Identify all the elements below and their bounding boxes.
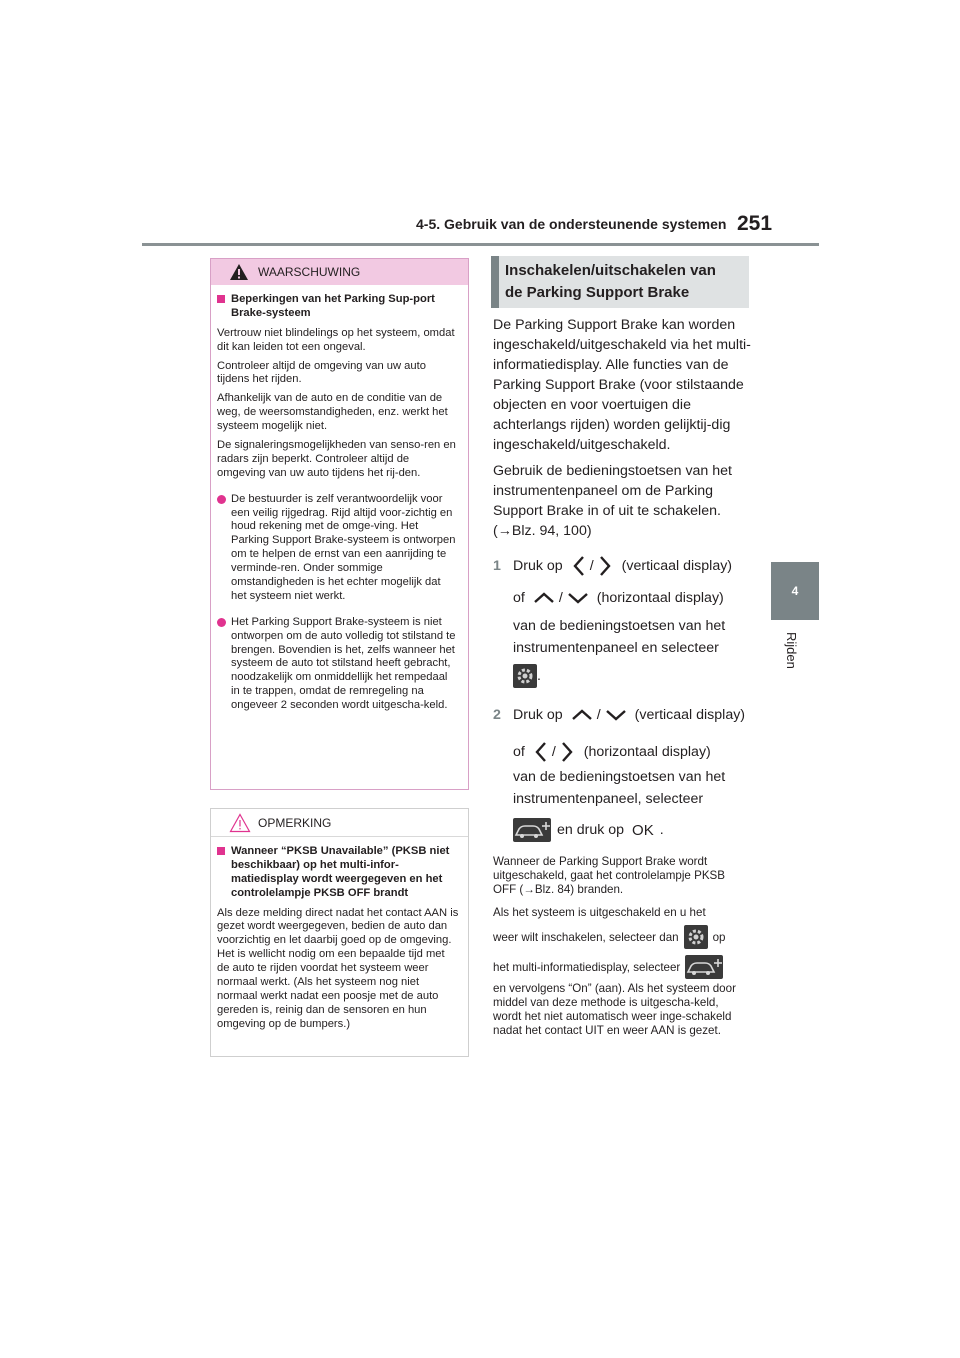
parking-support-brake-icon [685, 955, 723, 979]
square-bullet-icon [217, 295, 225, 303]
step-text: en druk op [557, 822, 625, 838]
note-paragraph: Als deze melding direct nadat het contact AAN is gezet wordt weergegeven, bedien de auto dan voorzichtig en let daarbij goed op de omgeving. Het is wellicht nodig om een bepaalde tijd met de auto te rijden voordat het systeem weer normaal werkt. (Als het systeem nog niet normaal werkt nadat een poosje met de auto gereden is, reinig dan de sensoren en hun omgeving op de bumpers.) [217, 906, 459, 1030]
controls-text: Gebruik de bedieningstoetsen van het instrumentenpaneel om de Parking Support Brake in of uit te schakelen. [493, 463, 732, 519]
step-text: . [537, 668, 541, 684]
warning-heading: WAARSCHUWING [258, 265, 361, 279]
parking-support-brake-icon [513, 818, 551, 842]
caution-triangle-icon [229, 813, 251, 833]
separator: / [558, 590, 563, 606]
step-2-line [513, 818, 664, 842]
section-heading-line: Inschakelen/uitschakelen van [505, 262, 716, 279]
footnote: Wanneer de Parking Support Brake wordt uitgeschakeld, gaat het controlelampje PKSB OFF (→Blz. 84) branden. [493, 855, 726, 896]
page-number: 251 [737, 212, 773, 235]
chevron-left-icon [534, 741, 548, 763]
step-number: 2 [493, 707, 501, 723]
ok-button-label: OK [632, 821, 654, 839]
step-text: (verticaal display) [634, 707, 746, 723]
note-header [211, 809, 468, 837]
chevron-up-icon [571, 708, 593, 722]
footnote-text: weer wilt inschakelen, selecteer dan [493, 930, 679, 944]
controls-paragraph [493, 461, 751, 541]
gear-icon [684, 925, 708, 949]
section-title: 4-5. Gebruik van de ondersteunende systemen [416, 216, 727, 232]
step-text: Druk op [513, 707, 563, 723]
warning-triangle-icon [229, 263, 249, 281]
step-text: Druk op [513, 558, 563, 574]
gear-icon [513, 664, 537, 688]
warning-bullet: Het Parking Support Brake-systeem is niet ontworpen om de auto volledig tot stilstand te brengen. Bovendien is het, zelfs wanneer het systeem de auto tot stilstand heeft gebracht, noodzakelijk om onmiddellijk het rempedaal in te trappen, omdat de remregeling na ongeveer 2 seconden wordt uitgescha-keld. [231, 615, 456, 712]
chevron-down-icon [567, 591, 589, 605]
step-1-line [493, 555, 732, 577]
footnote-line [493, 955, 723, 979]
warning-header [211, 259, 468, 285]
step-text: . [659, 822, 664, 838]
warning-item-title: Beperkingen van het Parking Sup-port Brake-systeem [231, 293, 435, 319]
warning-paragraph: Vertrouw niet blindelings op het systeem, omdat dit kan leiden tot een ongeval. [217, 326, 455, 353]
intro-paragraph: De Parking Support Brake kan worden ingeschakeld/uitgeschakeld via het multi-informatiedisplay. Alle functies van de Parking Support Brake (voor stilstaande objecten en voor voertuigen die achterlangs rijden) worden gelijktij-dig ingeschakeld/uitgeschakeld. [493, 317, 751, 453]
step-2-line [513, 741, 711, 763]
warning-box [210, 258, 469, 790]
step-1-line [513, 664, 541, 688]
note-heading: OPMERKING [258, 815, 332, 830]
warning-paragraph: Afhankelijk van de auto en de conditie van de weg, de weersomstandigheden, enz. werkt het systeem mogelijk niet. [217, 392, 448, 433]
step-text: (verticaal display) [621, 558, 733, 574]
page-reference: (→Blz. 94, 100) [493, 523, 592, 539]
chevron-right-icon [560, 741, 574, 763]
footnote: Als het systeem is uitgeschakeld en u het [493, 906, 706, 919]
step-text: (horizontaal display) [583, 744, 711, 760]
round-bullet-icon [217, 618, 226, 627]
step-2-line: instrumentenpaneel, selecteer [513, 791, 704, 807]
step-text: (horizontaal display) [596, 590, 724, 606]
step-1-line: instrumentenpaneel en selecteer [513, 640, 719, 656]
chevron-right-icon [598, 555, 612, 577]
chevron-down-icon [605, 708, 627, 722]
footnote-text: het multi-informatiedisplay, selecteer [493, 960, 681, 974]
step-text: of [513, 590, 525, 606]
footnote-text: op [712, 930, 726, 944]
footnote-line [493, 925, 726, 949]
footnote: en vervolgens “On” (aan). Als het systeem door middel van deze methode is uitgescha-keld, wordt het niet automatisch weer inge-schakeld nadat het contact UIT en weer AAN is gezet. [493, 982, 736, 1037]
chevron-up-icon [533, 591, 555, 605]
step-number: 1 [493, 558, 501, 574]
warning-paragraph: De signaleringsmogelijkheden van senso-ren en radars zijn beperkt. Controleer altijd de omgeving van uw auto tijdens het rij-den. [217, 439, 456, 479]
round-bullet-icon [217, 495, 226, 504]
note-box [210, 808, 469, 1057]
chevron-left-icon [572, 555, 586, 577]
section-heading-line: de Parking Support Brake [505, 283, 690, 301]
step-2-line [493, 707, 745, 723]
separator: / [551, 744, 556, 760]
step-text: of [513, 744, 525, 760]
separator: / [589, 558, 594, 574]
chapter-label: Rijden [784, 632, 799, 669]
step-1-line [513, 590, 724, 606]
square-bullet-icon [217, 847, 225, 855]
step-1-line: van de bedieningstoetsen van het [513, 618, 726, 634]
step-2-line: van de bedieningstoetsen van het [513, 769, 726, 785]
header-rule [142, 243, 819, 246]
warning-bullet: De bestuurder is zelf verantwoordelijk voor een veilig rijgedrag. Rijd altijd voor-zichtig en houd rekening met de omge-ving. Het Parking Support Brake-systeem is ontworpen om te helpen de ernst van een aanrijding te verminde-ren. Onder sommige omstandigheden is het echter mogelijk dat het systeem niet werkt. [231, 492, 456, 602]
section-heading [491, 256, 749, 308]
chapter-tab: 4 [771, 562, 819, 620]
warning-paragraph: Controleer altijd de omgeving van uw auto tijdens het rijden. [217, 359, 426, 386]
separator: / [596, 707, 601, 723]
note-item-title: Wanneer “PKSB Unavailable” (PKSB niet beschikbaar) op het multi-infor-matiedisplay wordt weergegeven en het controlelampje PKSB OFF brandt [231, 845, 450, 899]
